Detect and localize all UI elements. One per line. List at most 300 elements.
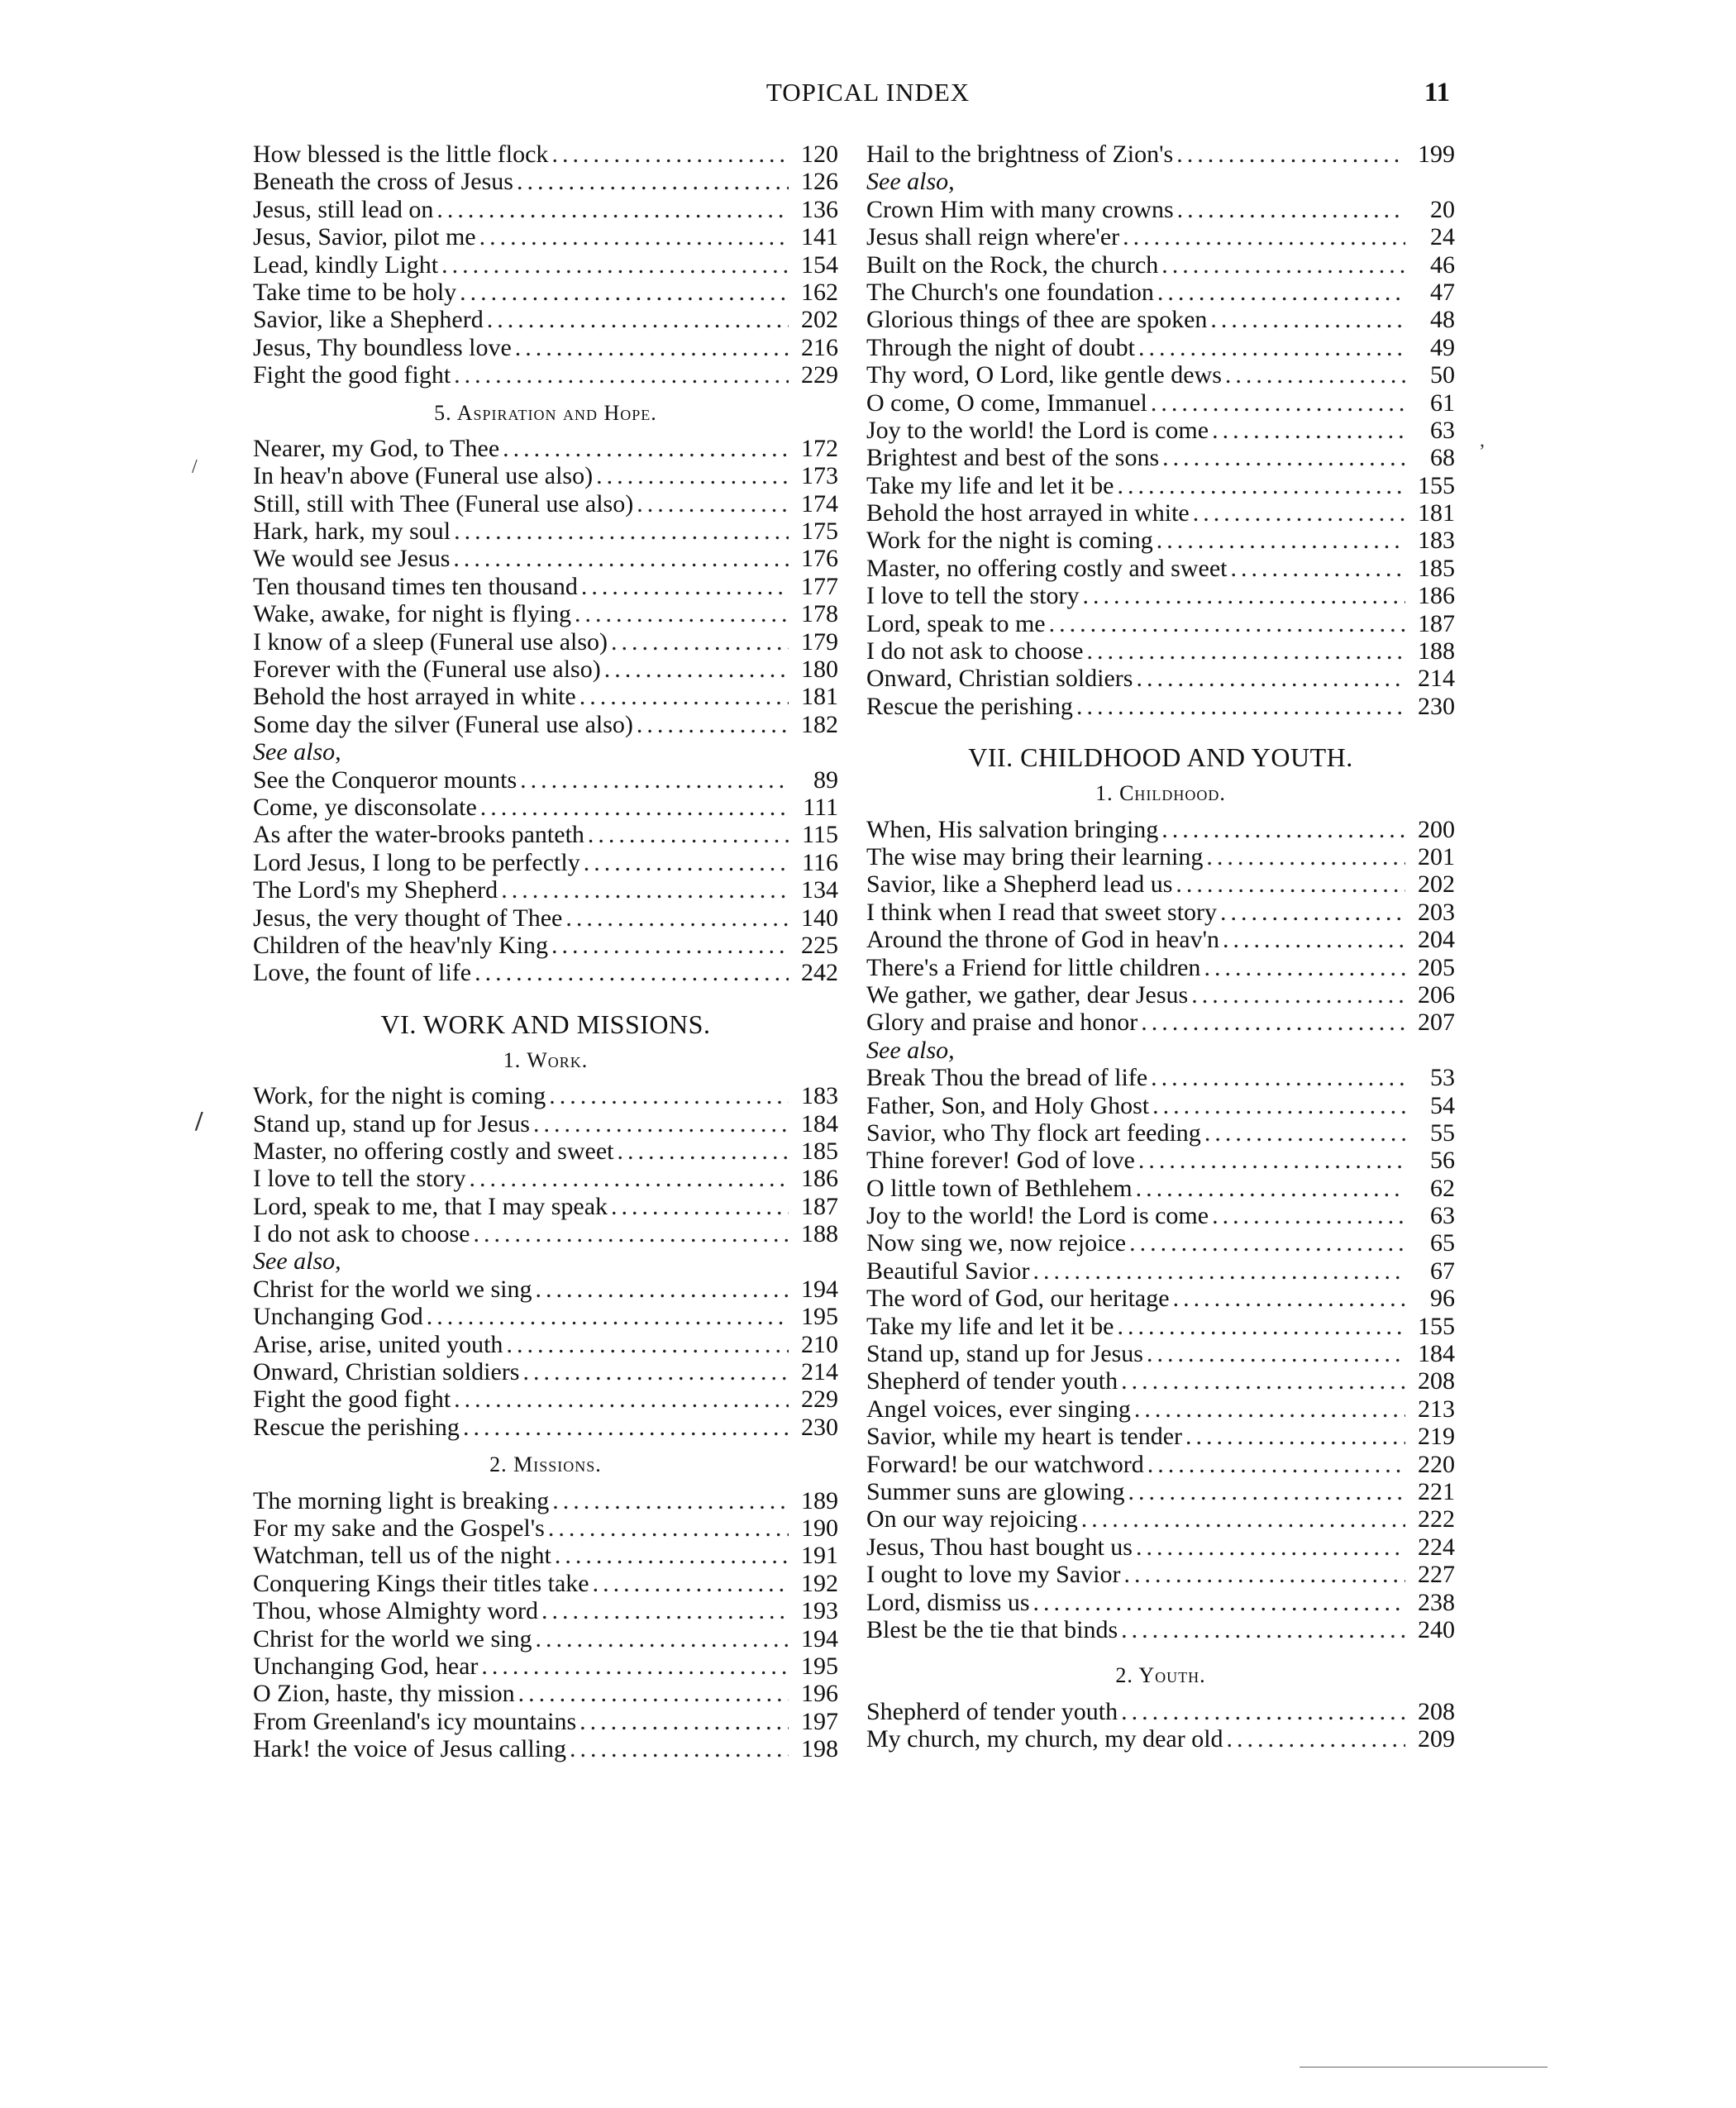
leader-dots <box>1129 1229 1405 1257</box>
entry-title: Shepherd of tender youth <box>866 1367 1118 1395</box>
entry-title: Some day the silver (Funeral use also) <box>253 710 633 738</box>
entry-title: Lord Jesus, I long to be perfectly <box>253 848 580 876</box>
left-column <box>253 141 838 1762</box>
index-entry <box>866 1119 1455 1147</box>
leader-dots <box>637 490 789 517</box>
index-entry <box>253 306 838 333</box>
leader-dots <box>552 1487 789 1514</box>
entry-number: 155 <box>1418 471 1455 499</box>
entry-number: 180 <box>801 656 838 684</box>
entry-title: Master, no offering costly and sweet <box>866 554 1228 582</box>
right-intro-list <box>866 141 1455 168</box>
index-entry <box>253 904 838 932</box>
index-entry <box>253 628 838 656</box>
leader-dots <box>1033 1257 1405 1285</box>
entry-number: 53 <box>1430 1064 1455 1092</box>
entry-title: Jesus, still lead on <box>253 195 434 223</box>
entry-number: 199 <box>1418 141 1455 168</box>
leader-dots <box>1141 1009 1405 1036</box>
section-heading-work-missions: VI. WORK AND MISSIONS. <box>380 1009 711 1039</box>
entry-number: 178 <box>801 600 838 628</box>
entry-number: 176 <box>801 545 838 573</box>
entry-number: 207 <box>1418 1009 1455 1037</box>
entry-title: Love, the fount of life <box>253 959 472 987</box>
leader-dots <box>515 334 789 361</box>
entry-number: 185 <box>1418 554 1455 582</box>
index-entry <box>253 794 838 821</box>
leader-dots <box>596 462 789 489</box>
entry-title: Savior, like a Shepherd lead us <box>866 870 1173 899</box>
entry-number: 196 <box>801 1680 838 1708</box>
leader-dots <box>427 1303 789 1330</box>
entry-title: Thine forever! God of love <box>866 1147 1135 1175</box>
index-entry <box>253 1570 838 1597</box>
entry-title: I know of a sleep (Funeral use also) <box>253 627 608 656</box>
entry-title: Hark, hark, my soul <box>253 517 451 546</box>
leader-dots <box>1223 926 1405 953</box>
entry-number: 224 <box>1418 1533 1455 1561</box>
entry-title: Arise, arise, united youth <box>253 1330 503 1358</box>
entry-title: Jesus, the very thought of Thee <box>253 904 563 932</box>
subsection-heading-youth: 2. Youth. <box>1115 1663 1206 1688</box>
entry-number: 172 <box>801 434 838 462</box>
leader-dots <box>1123 223 1405 250</box>
leader-dots <box>549 1082 789 1109</box>
leader-dots <box>1147 1340 1405 1367</box>
leader-dots <box>1162 444 1405 471</box>
leader-dots <box>1134 1395 1405 1423</box>
index-entry <box>253 1165 838 1192</box>
leader-dots <box>1225 361 1405 389</box>
leader-dots <box>535 1276 789 1303</box>
entry-title: Blest be the tie that binds <box>866 1615 1118 1643</box>
entry-number: 63 <box>1430 416 1455 444</box>
page-number: 11 <box>1424 78 1450 107</box>
entry-title: Work for the night is coming <box>866 527 1153 555</box>
subsection-heading-childhood: 1. Childhood. <box>1095 781 1226 806</box>
entry-title: Work, for the night is coming <box>253 1082 546 1110</box>
leader-dots <box>1086 637 1405 665</box>
index-entry <box>866 279 1455 306</box>
entry-number: 240 <box>1418 1615 1455 1643</box>
index-entry <box>253 656 838 683</box>
leader-dots <box>1081 1505 1405 1533</box>
leader-dots <box>611 1193 789 1220</box>
entry-title: We gather, we gather, dear Jesus <box>866 980 1189 1009</box>
entry-title: I love to tell the story <box>866 582 1080 610</box>
aspiration-see-also-list <box>253 766 838 987</box>
entry-title: I do not ask to choose <box>866 637 1084 665</box>
leader-dots <box>522 1358 789 1385</box>
entry-title: The word of God, our heritage <box>866 1285 1170 1313</box>
entry-number: 63 <box>1430 1202 1455 1230</box>
index-entry <box>253 462 838 489</box>
entry-number: 62 <box>1430 1174 1455 1202</box>
leader-dots <box>1136 1533 1405 1561</box>
index-entry <box>866 1285 1455 1312</box>
entry-title: On our way rejoicing <box>866 1505 1078 1533</box>
leader-dots <box>548 1514 789 1542</box>
leader-dots <box>518 1680 789 1707</box>
subsection-heading-aspiration: 5. Aspiration and Hope. <box>434 400 657 425</box>
index-entry <box>866 843 1455 870</box>
index-entry <box>253 168 838 195</box>
index-entry <box>253 361 838 389</box>
leader-dots <box>1204 954 1405 981</box>
index-entry <box>866 1395 1455 1423</box>
entry-title: Break Thou the bread of life <box>866 1064 1148 1092</box>
index-entry <box>866 1229 1455 1257</box>
entry-title: Master, no offering costly and sweet <box>253 1137 614 1165</box>
entry-number: 56 <box>1430 1147 1455 1175</box>
entry-number: 20 <box>1430 195 1455 223</box>
index-entry <box>253 932 838 959</box>
entry-title: Stand up, stand up for Jesus <box>866 1340 1143 1368</box>
entry-number: 205 <box>1418 953 1455 981</box>
entry-title: Jesus, Thy boundless love <box>253 333 512 361</box>
index-entry <box>253 1414 838 1441</box>
index-entry <box>866 1725 1455 1753</box>
entry-title: Crown Him with many crowns <box>866 195 1174 223</box>
leader-dots <box>469 1165 789 1192</box>
see-also-label: See also, <box>253 1247 341 1276</box>
leader-dots <box>588 821 789 848</box>
entry-number: 222 <box>1418 1505 1455 1533</box>
entry-number: 179 <box>801 627 838 656</box>
index-entry <box>253 1137 838 1165</box>
leader-dots <box>1147 1451 1405 1478</box>
leader-dots <box>611 628 789 656</box>
leader-dots <box>584 849 789 876</box>
index-entry <box>866 1478 1455 1505</box>
page-title: TOPICAL INDEX <box>765 78 971 107</box>
index-entry <box>253 1680 838 1707</box>
index-entry <box>253 1708 838 1735</box>
index-entry <box>866 1147 1455 1174</box>
entry-number: 120 <box>801 141 838 168</box>
leader-dots <box>637 711 789 738</box>
index-entry <box>866 196 1455 223</box>
index-entry <box>253 1487 838 1514</box>
leader-dots <box>581 573 789 600</box>
entry-title: Rescue the perishing <box>866 692 1073 720</box>
index-entry <box>866 1505 1455 1533</box>
entry-number: 201 <box>1418 842 1455 870</box>
entry-number: 202 <box>801 306 838 334</box>
entry-number: 116 <box>802 848 838 876</box>
leader-dots <box>441 251 789 279</box>
entry-title: Lord, speak to me, that I may speak <box>253 1192 608 1220</box>
entry-number: 136 <box>801 195 838 223</box>
index-entry <box>253 334 838 361</box>
entry-number: 194 <box>801 1275 838 1303</box>
entry-title: The wise may bring their learning <box>866 842 1204 870</box>
entry-title: Onward, Christian soldiers <box>253 1358 520 1386</box>
index-entry <box>253 251 838 279</box>
entry-title: The Church's one foundation <box>866 278 1154 306</box>
index-entry <box>866 334 1455 361</box>
index-entry <box>253 1358 838 1385</box>
index-entry <box>866 954 1455 981</box>
childhood-see-also-list <box>866 1064 1455 1643</box>
entry-number: 230 <box>801 1413 838 1441</box>
leader-dots <box>1049 610 1405 637</box>
entry-number: 182 <box>801 710 838 738</box>
index-entry <box>253 545 838 572</box>
entry-title: Forever with the (Funeral use also) <box>253 656 601 684</box>
entry-number: 221 <box>1418 1477 1455 1505</box>
leader-dots <box>1173 1285 1405 1312</box>
index-entry <box>253 1193 838 1220</box>
entry-number: 47 <box>1430 278 1455 306</box>
entry-title: How blessed is the little flock <box>253 141 549 168</box>
leader-dots <box>1033 1589 1405 1616</box>
entry-title: I think when I read that sweet story <box>866 898 1218 926</box>
index-entry <box>866 555 1455 582</box>
entry-number: 174 <box>801 489 838 517</box>
entry-number: 188 <box>1418 637 1455 665</box>
entry-number: 48 <box>1430 306 1455 334</box>
entry-number: 225 <box>801 931 838 959</box>
entry-title: Beautiful Savior <box>866 1257 1030 1285</box>
entry-number: 46 <box>1430 250 1455 279</box>
entry-number: 200 <box>1418 815 1455 843</box>
entry-number: 181 <box>1418 499 1455 527</box>
leader-dots <box>1193 499 1405 527</box>
entry-title: Savior, who Thy flock art feeding <box>866 1118 1201 1147</box>
aspiration-list <box>253 435 838 738</box>
leader-dots <box>454 1385 789 1413</box>
entry-number: 181 <box>801 683 838 711</box>
entry-number: 185 <box>801 1137 838 1165</box>
leader-dots <box>1176 870 1405 898</box>
section-heading-childhood-youth: VII. CHILDHOOD AND YOUTH. <box>968 742 1353 773</box>
index-entry <box>866 141 1455 168</box>
page-header <box>0 76 1736 109</box>
entry-title: O little town of Bethlehem <box>866 1174 1133 1202</box>
entry-number: 96 <box>1430 1285 1455 1313</box>
entry-title: Angel voices, ever singing <box>866 1395 1131 1423</box>
entry-title: Glory and praise and honor <box>866 1009 1138 1037</box>
index-entry <box>866 1561 1455 1588</box>
leader-dots <box>1152 1092 1405 1119</box>
entry-title: Stand up, stand up for Jesus <box>253 1109 530 1137</box>
entry-title: When, His salvation bringing <box>866 815 1159 843</box>
margin-mark: / <box>195 1106 203 1137</box>
leader-dots <box>1136 1175 1405 1202</box>
leader-dots <box>1136 665 1405 692</box>
index-entry <box>866 1451 1455 1478</box>
entry-title: Christ for the world we sing <box>253 1275 532 1303</box>
entry-title: Come, ye disconsolate <box>253 793 477 821</box>
leader-dots <box>1206 843 1405 870</box>
work-list <box>253 1082 838 1247</box>
index-entry <box>253 1331 838 1358</box>
leader-dots <box>1157 279 1405 306</box>
index-entry <box>866 1698 1455 1725</box>
index-entry <box>866 1533 1455 1561</box>
index-entry <box>253 766 838 794</box>
leader-dots <box>1076 693 1405 720</box>
entry-number: 184 <box>801 1109 838 1137</box>
entry-number: 242 <box>801 959 838 987</box>
leader-dots <box>1128 1478 1405 1505</box>
leader-dots <box>473 1220 789 1247</box>
entry-title: Lead, kindly Light <box>253 250 439 279</box>
leader-dots <box>570 1735 789 1762</box>
leader-dots <box>453 545 789 572</box>
leader-dots <box>517 168 789 195</box>
entry-number: 65 <box>1430 1229 1455 1257</box>
entry-title: Christ for the world we sing <box>253 1624 532 1653</box>
leader-dots <box>454 361 789 389</box>
entry-number: 208 <box>1418 1367 1455 1395</box>
entry-title: Behold the host arrayed in white <box>253 683 576 711</box>
index-entry <box>253 600 838 627</box>
index-entry <box>866 1092 1455 1119</box>
leader-dots <box>1157 527 1405 554</box>
leader-dots <box>593 1570 789 1597</box>
index-entry <box>866 1009 1455 1036</box>
entry-number: 197 <box>801 1707 838 1735</box>
index-entry <box>253 821 838 848</box>
entry-title: Savior, while my heart is tender <box>866 1423 1183 1451</box>
index-entry <box>866 1175 1455 1202</box>
entry-number: 214 <box>1418 665 1455 693</box>
entry-number: 188 <box>801 1220 838 1248</box>
entry-number: 141 <box>801 223 838 251</box>
leader-dots <box>503 435 789 462</box>
entry-title: I love to tell the story <box>253 1165 466 1193</box>
entry-title: Fight the good fight <box>253 1385 451 1414</box>
entry-title: Jesus, Savior, pilot me <box>253 223 476 251</box>
see-also-label: See also, <box>866 168 955 196</box>
entry-title: Through the night of doubt <box>866 333 1135 361</box>
leader-dots <box>579 683 789 710</box>
entry-number: 49 <box>1430 333 1455 361</box>
entry-title: Watchman, tell us of the night <box>253 1542 551 1570</box>
leader-dots <box>501 876 789 904</box>
index-entry <box>253 1514 838 1542</box>
index-entry <box>866 1313 1455 1340</box>
entry-number: 203 <box>1418 898 1455 926</box>
index-entry <box>866 693 1455 720</box>
right-see-also-list <box>866 196 1455 720</box>
entry-number: 213 <box>1418 1395 1455 1423</box>
leader-dots <box>579 1708 789 1735</box>
index-entry <box>866 444 1455 471</box>
index-entry <box>866 499 1455 527</box>
leader-dots <box>1191 981 1405 1009</box>
entry-number: 210 <box>801 1330 838 1358</box>
entry-number: 227 <box>1418 1561 1455 1589</box>
index-entry <box>253 573 838 600</box>
entry-title: Unchanging God, hear <box>253 1652 479 1680</box>
index-entry <box>253 435 838 462</box>
entry-title: Unchanging God <box>253 1303 423 1331</box>
entry-number: 214 <box>801 1358 838 1386</box>
leader-dots <box>1161 251 1405 279</box>
index-entry <box>866 870 1455 898</box>
entry-number: 219 <box>1418 1423 1455 1451</box>
leader-dots <box>551 932 789 959</box>
entry-title: For my sake and the Gospel's <box>253 1514 545 1542</box>
index-entry <box>866 1257 1455 1285</box>
leader-dots <box>1123 1561 1405 1588</box>
leader-dots <box>1212 1202 1405 1229</box>
entry-number: 186 <box>801 1165 838 1193</box>
entry-number: 89 <box>813 765 838 794</box>
leader-dots <box>1151 389 1405 417</box>
entry-title: Forward! be our watchword <box>866 1450 1144 1478</box>
entry-number: 208 <box>1418 1697 1455 1725</box>
index-entry <box>866 1202 1455 1229</box>
leader-dots <box>551 141 789 168</box>
index-entry <box>866 389 1455 417</box>
entry-number: 140 <box>801 904 838 932</box>
entry-title: I do not ask to choose <box>253 1220 470 1248</box>
leader-dots <box>463 1414 789 1441</box>
entry-title: Conquering Kings their titles take <box>253 1569 589 1597</box>
leader-dots <box>1177 196 1405 223</box>
index-entry <box>253 1385 838 1413</box>
index-entry <box>253 1276 838 1303</box>
leader-dots <box>454 517 789 545</box>
leader-dots <box>535 1625 789 1653</box>
entry-title: Jesus shall reign where'er <box>866 223 1120 251</box>
entry-number: 229 <box>801 361 838 389</box>
leader-dots <box>481 1653 789 1680</box>
index-entry <box>866 926 1455 953</box>
index-entry <box>253 1653 838 1680</box>
leader-dots <box>1121 1616 1405 1643</box>
entry-number: 187 <box>1418 609 1455 637</box>
entry-number: 194 <box>801 1624 838 1653</box>
entry-title: In heav'n above (Funeral use also) <box>253 462 594 490</box>
entry-number: 191 <box>801 1542 838 1570</box>
entry-title: O Zion, haste, thy mission <box>253 1680 515 1708</box>
entry-title: Joy to the world! the Lord is come <box>866 416 1209 444</box>
index-entry <box>866 899 1455 926</box>
entry-number: 175 <box>801 517 838 546</box>
right-column <box>866 141 1455 1753</box>
entry-number: 134 <box>801 876 838 904</box>
index-entry <box>253 711 838 738</box>
index-entry <box>253 683 838 710</box>
entry-number: 202 <box>1418 870 1455 899</box>
see-also-label: See also, <box>866 1036 955 1064</box>
entry-title: Fight the good fight <box>253 361 451 389</box>
leader-dots <box>520 766 789 794</box>
index-entry <box>866 610 1455 637</box>
entry-number: 186 <box>1418 582 1455 610</box>
entry-title: Father, Son, and Holy Ghost <box>866 1091 1150 1119</box>
entry-number: 111 <box>803 793 838 821</box>
entry-number: 195 <box>801 1303 838 1331</box>
index-entry <box>866 417 1455 444</box>
index-entry <box>253 223 838 250</box>
index-entry <box>866 665 1455 692</box>
work-see-also-list <box>253 1276 838 1441</box>
entry-title: Rescue the perishing <box>253 1413 460 1441</box>
youth-list <box>866 1698 1455 1753</box>
entry-number: 209 <box>1418 1725 1455 1753</box>
entry-number: 67 <box>1430 1257 1455 1285</box>
index-entry <box>866 1064 1455 1091</box>
leader-dots <box>487 306 789 333</box>
leader-dots <box>460 279 789 306</box>
entry-number: 184 <box>1418 1340 1455 1368</box>
